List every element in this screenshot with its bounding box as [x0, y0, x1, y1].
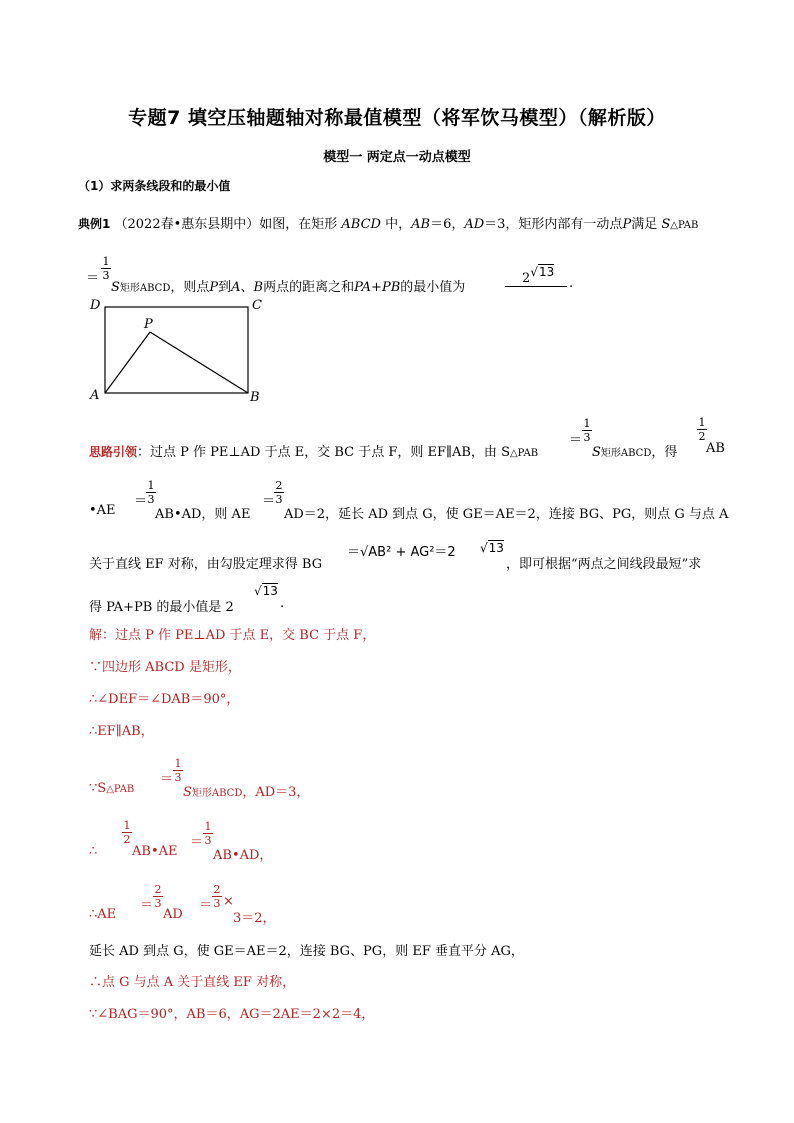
- text: ，得: [651, 445, 678, 460]
- solution-line-4: ∴EF∥AB，: [89, 724, 154, 739]
- denominator: 2: [123, 833, 131, 846]
- fraction-one-third: [146, 480, 156, 505]
- numerator: 1: [102, 255, 110, 268]
- rect-name: ABCD: [341, 217, 381, 232]
- sum-expr: PA+PB: [354, 280, 401, 295]
- solution-ab-ae: AB•AE: [132, 844, 178, 859]
- solution-line-7: ∴AE: [89, 907, 117, 922]
- radicand: 13: [538, 265, 555, 279]
- area-subscript: △PAB: [670, 220, 699, 231]
- label-p: P: [144, 317, 153, 332]
- sqrt-symbol: √13: [254, 584, 278, 598]
- radicand: 13: [488, 541, 504, 555]
- text: ＝3，矩形内部有一动点: [484, 217, 623, 232]
- area-symbol: S: [183, 785, 192, 800]
- radicand: 13: [262, 584, 278, 598]
- answer-period: .: [569, 276, 574, 291]
- label-a: A: [90, 388, 100, 403]
- denominator: 3: [102, 269, 110, 282]
- answer-blank: [505, 286, 567, 287]
- numerator: 2: [213, 883, 221, 896]
- hint-line-1: [89, 441, 538, 460]
- example-label: 典例1: [78, 217, 111, 231]
- answer-coef: 2: [522, 271, 531, 286]
- section-heading: （1）求两条线段和的最小值: [78, 179, 231, 193]
- text: ∵S: [89, 781, 107, 796]
- solution-line-1: 解：过点 P 作 PE⊥AD 于点 E，交 BC 于点 F，: [89, 628, 376, 643]
- example-eq-sign: ＝: [86, 271, 100, 286]
- solution-line-9: ∴点 G 与点 A 关于直线 EF 对称，: [89, 975, 296, 990]
- page-title: 专题7 填空压轴题轴对称最值模型（将军饮马模型）（解析版）: [128, 107, 666, 129]
- bg-expression: ＝√AB² + AG²＝2: [347, 545, 456, 560]
- example-line-1: [78, 213, 698, 232]
- subscript: 矩形ABCD: [600, 448, 652, 459]
- solution-line-10: ∵∠BAG＝90°，AB＝6，AG＝2AE＝2×2＝4，: [89, 1007, 375, 1022]
- subscript: △PAB: [509, 448, 539, 459]
- area-symbol: S: [111, 280, 120, 295]
- eq-sign: ＝: [140, 898, 154, 913]
- solution-ad: AD: [163, 907, 183, 922]
- seg-ab: AB: [411, 217, 431, 232]
- solution-line-8: 延长 AD 到点 G，使 GE＝AE＝2，连接 BG、PG，则 EF 垂直平分 AG，: [89, 944, 524, 959]
- sqrt-symbol: √13: [530, 265, 555, 279]
- denominator: 3: [174, 771, 182, 784]
- subscript: △PAB: [106, 784, 135, 795]
- point-a: A: [231, 280, 241, 295]
- denominator: 3: [154, 897, 162, 910]
- hint-ae: •AE: [89, 503, 116, 518]
- eq-sign: ＝: [190, 835, 204, 850]
- text: 两点的距离之和: [263, 280, 355, 295]
- label-c: C: [252, 298, 262, 313]
- fraction-two-thirds: [274, 480, 284, 505]
- text: 、: [240, 280, 254, 295]
- page-subtitle: 模型一 两定点一动点模型: [323, 150, 471, 165]
- solution-result: 3＝2，: [233, 911, 276, 926]
- area-symbol: S: [661, 217, 671, 232]
- denominator: 2: [698, 430, 706, 443]
- subscript: 矩形ABCD: [191, 788, 243, 799]
- sqrt-symbol: √13: [480, 541, 504, 555]
- hint-line-3b: ，即可根据“两点之间线段最短”求: [506, 557, 702, 572]
- label-d: D: [90, 298, 101, 313]
- hint-line-4: 得 PA+PB 的最小值是 2: [89, 600, 234, 615]
- fraction-one-third: [101, 256, 111, 281]
- numerator: 1: [174, 757, 182, 770]
- hint-ab-ad: AB•AD，则 AE: [155, 507, 251, 522]
- hint-period: .: [280, 596, 285, 611]
- point-b: B: [253, 280, 264, 295]
- text: 中，: [380, 217, 412, 232]
- text: ，AD＝3，: [242, 785, 310, 800]
- text: ：过点 P 作 PE⊥AD 于点 E，交 BC 于点 F，则 EF∥AB，由 S: [137, 445, 510, 460]
- denominator: 3: [275, 493, 283, 506]
- eq-sign: ＝: [569, 433, 583, 448]
- seg-ad: AD: [464, 217, 485, 232]
- text: ，则点: [170, 280, 210, 295]
- denominator: 3: [147, 493, 155, 506]
- fraction-one-third: [203, 821, 213, 846]
- solution-line-3: ∴∠DEF＝∠DAB＝90°，: [89, 692, 240, 707]
- label-b: B: [250, 390, 260, 405]
- eq-sign: ＝: [199, 898, 213, 913]
- hint-label: 思路引领: [89, 445, 138, 459]
- rectangle-diagram: [88, 295, 268, 405]
- fraction-two-thirds: [212, 884, 222, 909]
- eq-sign: ＝: [262, 494, 276, 509]
- numerator: 1: [698, 416, 706, 429]
- answer: [522, 265, 555, 286]
- solution-line-2: ∵四边形 ABCD 是矩形，: [89, 660, 241, 675]
- numerator: 1: [583, 417, 591, 430]
- numerator: 2: [275, 479, 283, 492]
- segment-pa: [105, 332, 150, 393]
- solution-line-5: [89, 781, 134, 796]
- segment-pb: [150, 332, 248, 393]
- point-p: P: [622, 217, 632, 232]
- denominator: 3: [213, 897, 221, 910]
- area-subscript: 矩形ABCD: [119, 283, 171, 294]
- solution-line-6: ∴: [89, 844, 98, 859]
- numerator: 1: [123, 819, 131, 832]
- solution-line-5b: [183, 781, 309, 800]
- text: 到: [218, 280, 232, 295]
- solution-ab-ad: AB•AD，: [213, 848, 273, 863]
- fraction-one-third: [173, 758, 183, 783]
- example-source: （2022春•惠东县期中）如图，在矩形: [114, 217, 338, 232]
- hint-ab: AB: [706, 441, 725, 456]
- hint-line-2: AD＝2，延长 AD 到点 G，使 GE＝AE＝2，连接 BG、PG，则点 G 与点 A: [284, 507, 729, 522]
- times-sign: ×: [223, 894, 234, 909]
- eq-sign: ＝: [160, 772, 174, 787]
- text: ＝6，: [430, 217, 465, 232]
- numerator: 1: [204, 820, 212, 833]
- numerator: 1: [147, 479, 155, 492]
- denominator: 3: [204, 834, 212, 847]
- fraction-one-third: [582, 418, 592, 443]
- fraction-two-thirds: [153, 884, 163, 909]
- text: 满足: [631, 217, 658, 232]
- text: 的最小值为: [400, 280, 466, 295]
- area-symbol: S: [592, 445, 601, 460]
- eq-sign: ＝: [134, 494, 148, 509]
- fraction-one-half: [697, 417, 707, 442]
- example-line-2: [111, 276, 465, 295]
- numerator: 2: [154, 883, 162, 896]
- fraction-one-half: [122, 820, 132, 845]
- hint-line-1b: [592, 441, 677, 460]
- hint-line-3: 关于直线 EF 对称，由勾股定理求得 BG: [89, 557, 323, 572]
- denominator: 3: [583, 431, 591, 444]
- point-p: P: [209, 280, 219, 295]
